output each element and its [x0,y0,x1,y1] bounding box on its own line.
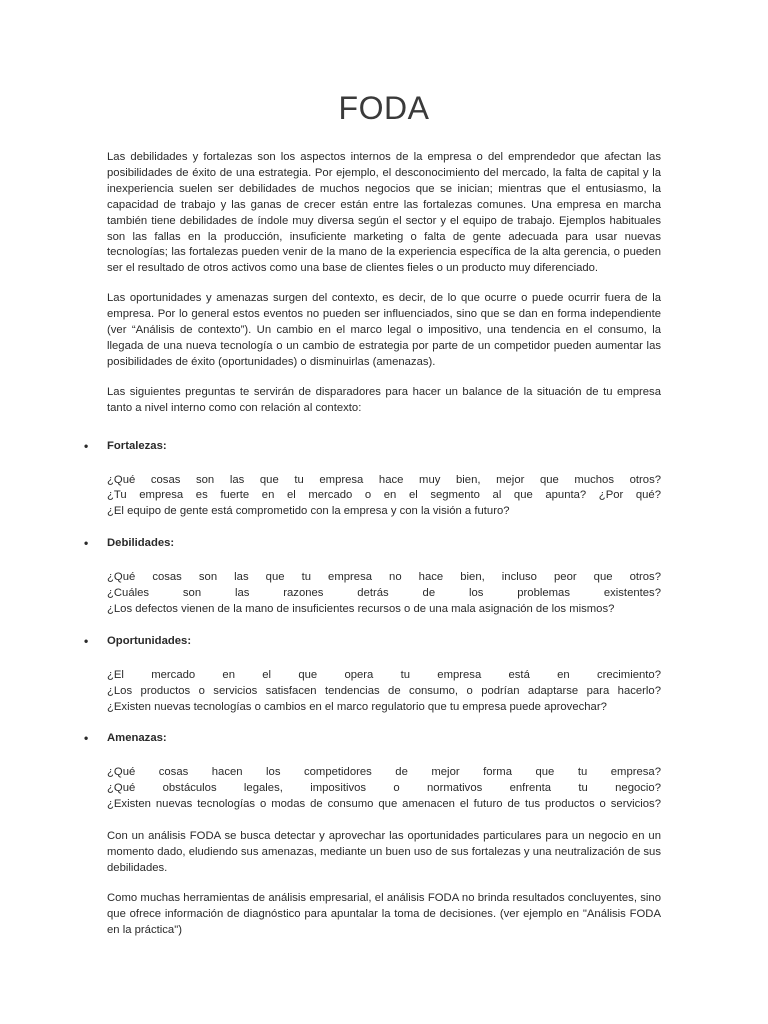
question-line: ¿Qué cosas hacen los competidores de mejor forma que tu empresa? [107,766,661,779]
section-heading [84,633,661,650]
question-line: ¿Qué cosas son las que tu empresa hace muy bien, mejor que muchos otros? [107,473,661,486]
question-line: ¿Qué obstáculos legales, impositivos o normativos enfrenta tu negocio? [107,782,661,795]
bullet-icon: • [84,731,89,746]
question-line: ¿El equipo de gente está comprometido con la empresa y con la visión a futuro? [107,505,510,518]
question-block [107,765,661,813]
section-heading-label: Debilidades: [107,537,175,550]
question-block [107,473,661,521]
closing-paragraph-diagnostic: Como muchas herramientas de análisis empresarial, el análisis FODA no brinda resultados concluyentes, sino que ofrece información de diagnóstico para apuntalar la toma de decisiones. (ver ejemplo en "Análisis FODA en la práctica") [107,891,661,936]
section-heading [84,731,661,747]
question-line: ¿Qué cosas son las que tu empresa no hace bien, incluso peor que otros? [107,571,661,584]
question-line: ¿Los productos o servicios satisfacen tendencias de consumo, o podrían adaptarse para hacerlo? [107,684,661,697]
question-line: ¿Existen nuevas tecnologías o modas de consumo que amenacen el futuro de tus productos o servicios? [107,798,661,811]
question-line: ¿El mercado en el que opera tu empresa está en crecimiento? [107,668,661,681]
question-block [107,668,661,716]
section-fortalezas [84,438,661,521]
section-oportunidades [84,633,661,716]
section-debilidades [84,536,661,618]
question-block [107,570,661,618]
question-line: ¿Cuáles son las razones detrás de los problemas existentes? [107,587,661,600]
bullet-icon: • [84,633,89,648]
intro-paragraph-strengths-weaknesses: Las debilidades y fortalezas son los aspectos internos de la empresa o del emprendedor que afectan las posibilidades de éxito de una estrategia. Por ejemplo, el desconocimiento del mercado, la falta de capital y la inexperiencia suelen ser debilidades de muchos negocios que se inician; mientras que el entusiasmo, la capacidad de trabajo y las ganas de crecer están entre las fortalezas comunes. Una empresa en marcha también tiene debilidades de índole muy diversa según el sector y el equipo de trabajo. Ejemplos habituales son las fallas en la producción, insuficiente marketing o falta de gente adecuada para usar nuevas tecnologías; las fortalezas pueden venir de la mano de la experiencia específica de la alta gerencia, o pueden ser el resultado de otros activos como una base de clientes fieles o un producto muy diferenciado. [107,151,661,275]
section-amenazas [84,731,661,813]
section-heading-label: Oportunidades: [107,634,192,647]
bullet-icon: • [84,438,89,453]
page-title: FODA [338,90,430,126]
question-line: ¿Existen nuevas tecnologías o cambios en el marco regulatorio que tu empresa puede aprovechar? [107,700,607,713]
question-line: ¿Tu empresa es fuerte en el mercado o en el segmento al que apunta? ¿Por qué? [107,489,661,502]
question-line: ¿Los defectos vienen de la mano de insuficientes recursos o de una mala asignación de los mismos? [107,602,615,615]
intro-paragraph-opportunities-threats: Las oportunidades y amenazas surgen del contexto, es decir, de lo que ocurre o puede ocurrir fuera de la empresa. Por lo general estos eventos no pueden ser influenciados, sino que se dan en forma independiente (ver “Análisis de contexto”). Un cambio en el marco legal o impositivo, una tendencia en el consumo, la llegada de una nueva tecnología o un cambio de estrategia por parte de un competidor pueden aumentar las posibilidades de éxito (oportunidades) o disminuirlas (amenazas). [107,292,661,368]
section-heading-label: Amenazas: [107,732,167,745]
section-heading [84,438,661,455]
closing-paragraph-summary: Con un análisis FODA se busca detectar y aprovechar las oportunidades particulares para un negocio en un momento dado, eludiendo sus amenazas, mediante un buen uso de sus fortalezas y una neutralización de sus debilidades. [107,830,661,874]
section-heading-label: Fortalezas: [107,439,167,452]
section-heading [84,536,661,552]
intro-paragraph-questions-lead: Las siguientes preguntas te servirán de disparadores para hacer un balance de la situación de tu empresa tanto a nivel interno como con relación al contexto: [107,385,661,414]
bullet-icon: • [84,536,89,551]
